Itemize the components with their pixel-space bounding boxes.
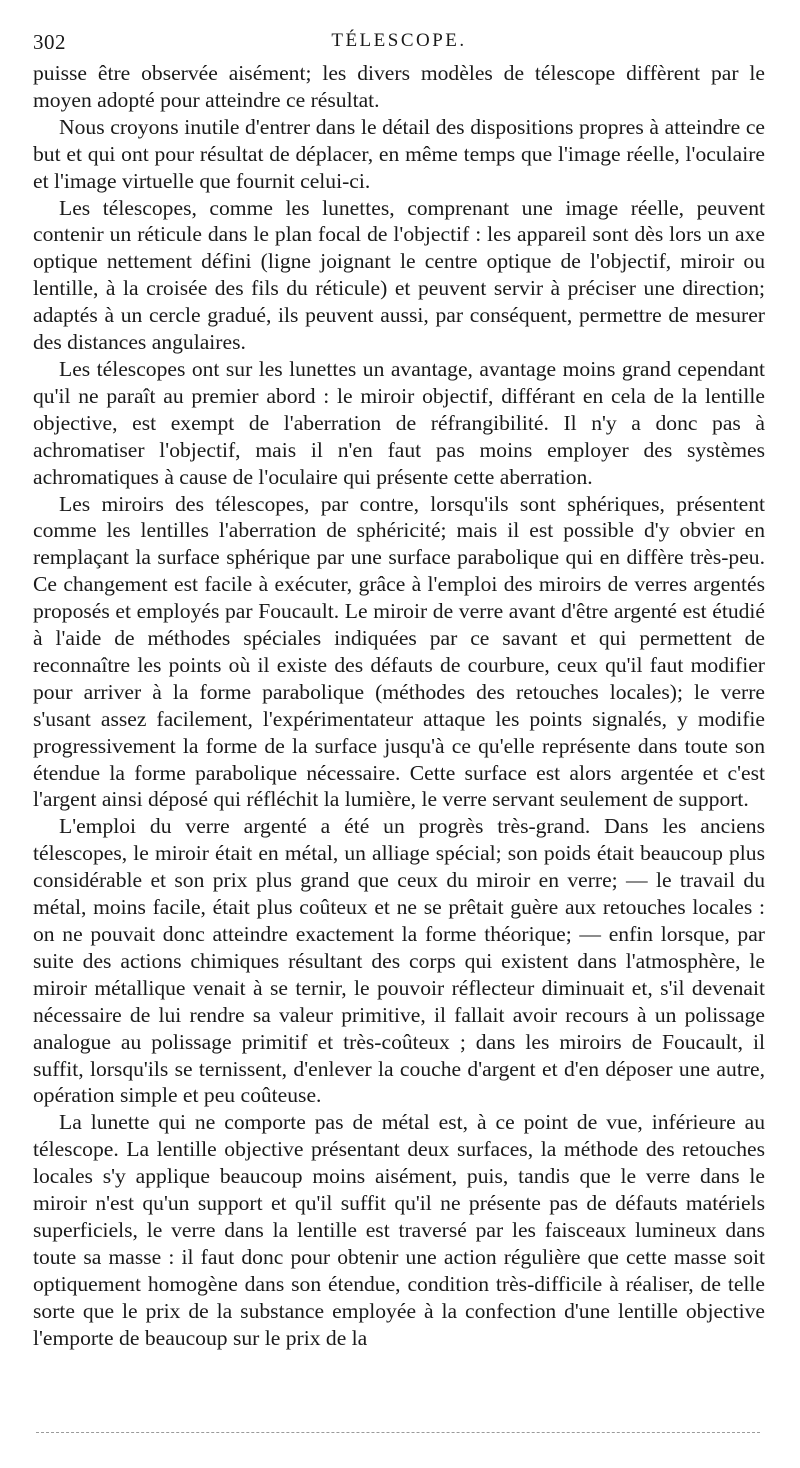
footer-rule — [36, 1432, 760, 1433]
paragraph: La lunette qui ne comporte pas de métal est, à ce point de vue, inférieure au télescope. La lentille objective présentant deux surfaces, la méthode des retouches locales s'y applique beaucoup moins aisément, puis, tandis que le verre dans le miroir n'est qu'un support et qu'il suffit qu'il ne présente pas de défauts matériels superficiels, le verre dans la lentille est traversé par les faisceaux lumineux dans toute sa masse : il faut donc pour obtenir une action régulière que cette masse soit optiquement homogène dans son étendue, condition très-difficile à réaliser, de telle sorte que le prix de la substance employée à la confection d'une lentille objective l'emporte de beaucoup sur le prix de la — [33, 1110, 765, 1350]
running-head — [33, 28, 765, 60]
page-number: 302 — [33, 30, 66, 54]
paragraph: Les télescopes ont sur les lunettes un avantage, avantage moins grand cependant qu'il ne paraît au premier abord : le miroir objectif, différant en cela de la lentille objective, est exempt de l'aberration de réfrangibilité. Il n'y a donc pas à achromatiser l'objectif, mais il n'en faut pas moins employer des systèmes achromatiques à cause de l'oculaire qui présente cette aberration. — [33, 356, 765, 489]
paragraph: Les miroirs des télescopes, par contre, lorsqu'ils sont sphériques, présentent comme les lentilles l'aberration de sphéricité; mais il est possible d'y obvier en remplaçant la surface sphérique par une surface parabolique qui en diffère très-peu. Ce changement est facile à exécuter, grâce à l'emploi des miroirs de verres argentés proposés et employés par Foucault. Le miroir de verre avant d'être argenté est étudié à l'aide de méthodes spéciales indiquées par ce savant et qui permettent de reconnaître les points où il existe des défauts de courbure, ceux qu'il faut modifier pour arriver à la forme parabolique (méthodes des retouches locales); le verre s'usant assez facilement, l'expérimentateur attaque les points signalés, y modifie progressivement la forme de la surface jusqu'à ce qu'elle représente dans toute son étendue la forme parabolique nécessaire. Cette surface est alors argentée et c'est l'argent ainsi déposé qui réfléchit la lumière, le verre servant seulement de support. — [33, 491, 765, 812]
paragraph: Nous croyons inutile d'entrer dans le détail des dispositions propres à atteindre ce but et qui ont pour résultat de déplacer, en même temps que l'image réelle, l'oculaire et l'image virtuelle que fournit celui-ci. — [33, 114, 765, 193]
body-text — [33, 60, 765, 1352]
running-title: TÉLESCOPE. — [331, 30, 467, 51]
book-page — [33, 28, 765, 1352]
paragraph-continued: puisse être observée aisément; les divers modèles de télescope diffèrent par le moyen adopté pour atteindre ce résultat. — [33, 61, 765, 112]
paragraph: Les télescopes, comme les lunettes, comprenant une image réelle, peuvent contenir un réticule dans le plan focal de l'objectif : les appareil sont dès lors un axe optique nettement défini (ligne joignant le centre optique de l'objectif, miroir ou lentille, à la croisée des fils du réticule) et peuvent servir à préciser une direction; adaptés à un cercle gradué, ils peuvent aussi, par conséquent, permettre de mesurer des distances angulaires. — [33, 195, 765, 355]
paragraph: L'emploi du verre argenté a été un progrès très-grand. Dans les anciens télescopes, le miroir était en métal, un alliage spécial; son poids était beaucoup plus considérable et son prix plus grand que ceux du miroir en verre; — le travail du métal, moins facile, était plus coûteux et ne se prêtait guère aux retouches locales : on ne pouvait donc atteindre exactement la forme théorique; — enfin lorsque, par suite des actions chimiques résultant des corps qui existent dans l'atmosphère, le miroir métallique venait à se ternir, le pouvoir réflecteur diminuait et, s'il devenait nécessaire de lui rendre sa valeur primitive, il fallait avoir recours à un polissage analogue au polissage primitif et très-coûteux ; dans les miroirs de Foucault, il suffit, lorsqu'ils se ternissent, d'enlever la couche d'argent et d'en déposer une autre, opération simple et peu coûteuse. — [33, 814, 765, 1108]
